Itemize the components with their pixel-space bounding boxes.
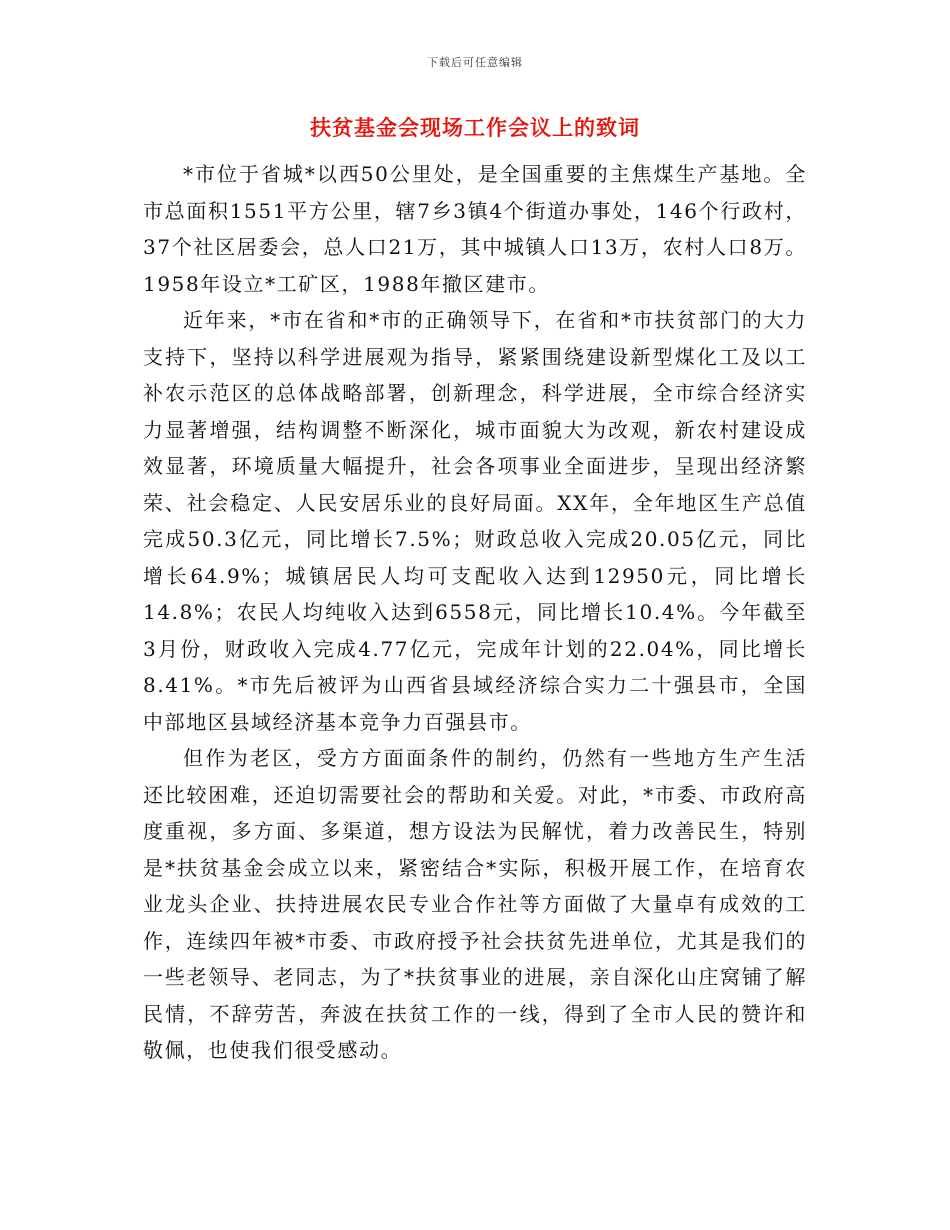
paragraph-1: *市位于省城*以西50公里处，是全国重要的主焦煤生产基地。全市总面积1551平方公里，辖7乡3镇4个街道办事处，146个行政村，37个社区居委会，总人口21万，其中城镇人口13万，农村人口8万。1958年设立*工矿区，1988年撤区建市。: [143, 162, 807, 296]
document-title: 扶贫基金会现场工作会议上的致词: [310, 115, 640, 140]
paragraph-3: 但作为老区，受方方面面条件的制约，仍然有一些地方生产生活还比较困难，还迫切需要社会的帮助和关爱。对此，*市委、市政府高度重视，多方面、多渠道，想方设法为民解忧，着力改善民生，特别是*扶贫基金会成立以来，紧密结合*实际，积极开展工作，在培育农业龙头企业、扶持进展农民专业合作社等方面做了大量卓有成效的工作，连续四年被*市委、市政府授予社会扶贫先进单位，尤其是我们的一些老领导、老同志，为了*扶贫事业的进展，亲自深化山庄窝铺了解民情，不辞劳苦，奔波在扶贫工作的一线，得到了全市人民的赞许和敬佩，也使我们很受感动。: [143, 746, 807, 1062]
paragraph-2: 近年来，*市在省和*市的正确领导下，在省和*市扶贫部门的大力支持下，坚持以科学进展观为指导，紧紧围绕建设新型煤化工及以工补农示范区的总体战略部署，创新理念，科学进展，全市综合经济实力显著增强，结构调整不断深化，城市面貌大为改观，新农村建设成效显著，环境质量大幅提升，社会各项事业全面进步，呈现出经济繁荣、社会稳定、人民安居乐业的良好局面。XX年，全年地区生产总值完成50.3亿元，同比增长7.5%；财政总收入完成20.05亿元，同比增长64.9%；城镇居民人均可支配收入达到12950元，同比增长14.8%；农民人均纯收入达到6558元，同比增长10.4%。今年截至3月份，财政收入完成4.77亿元，完成年计划的22.04%，同比增长8.41%。*市先后被评为山西省县域经济综合实力二十强县市，全国中部地区县域经济基本竞争力百强县市。: [143, 308, 807, 734]
document-body: [143, 156, 807, 1069]
header-note: 下载后可任意编辑: [427, 56, 523, 69]
